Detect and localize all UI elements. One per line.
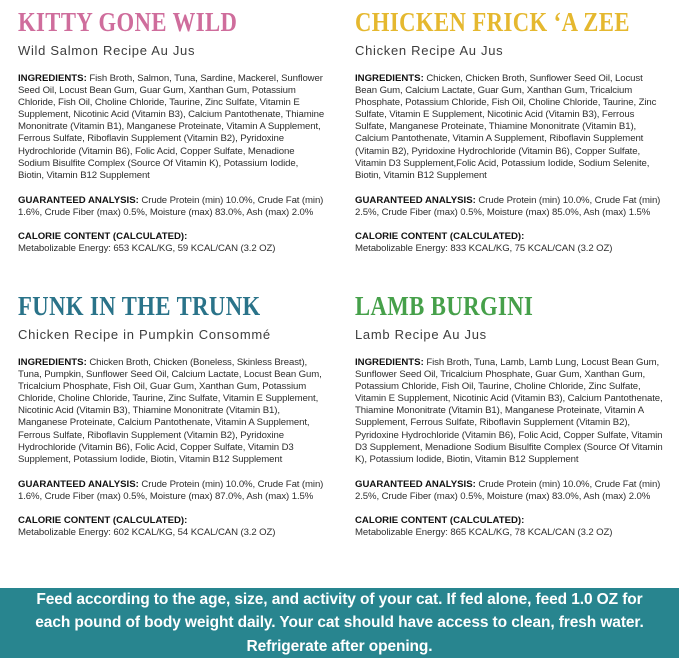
- product-title: KITTY GONE WILD: [18, 7, 238, 37]
- guaranteed-analysis-text: Crude Protein (min) 10.0%, Crude Fat (min) 1.6%, Crude Fiber (max) 0.5%, Moisture (max) 83.0%, Ash (max) 2.0%: [18, 194, 324, 218]
- ingredients-text: Chicken Broth, Chicken (Boneless, Skinless Breast), Tuna, Pumpkin, Sunflower Seed Oil, Calcium Lactate, Locust Bean Gum, Tricalcium Phosphate, Fish Oil, Guar Gum, Xanthan Gum, Potassium Chloride, Choline Chloride, Taurine, Zinc Sulfate, Vitamin E Supplement, Nicotinic Acid (Vitamin B3), Thiamine Mononitrate (Vitamin B1), Manganese Proteinate, Calcium Pantothenate, Vitamin A Supplement, Ferrous Sulfate, Riboflavin Supplement (Vitamin B2), Pyridoxine Hydrochloride (Vitamin B6), Folic Acid, Copper Sulfate, Vitamin D3 Supplement, Potassium Iodide, Biotin, Vitamin B12 Supplement: [18, 357, 322, 465]
- ingredients-paragraph: [18, 357, 330, 466]
- calorie-content-text: Metabolizable Energy: 602 KCAL/KG, 54 KCAL/CAN (3.2 OZ): [18, 527, 276, 539]
- product-title: CHICKEN FRICK ‘A ZEE: [355, 7, 630, 37]
- calorie-content-label: CALORIE CONTENT (CALCULATED):: [18, 515, 188, 527]
- calorie-content-paragraph: [18, 515, 330, 539]
- guaranteed-analysis-paragraph: [18, 479, 330, 503]
- product-subtitle: Chicken Recipe in Pumpkin Consommé: [18, 327, 271, 342]
- ingredients-paragraph: [355, 73, 667, 182]
- calorie-content-label: CALORIE CONTENT (CALCULATED):: [18, 231, 188, 243]
- guaranteed-analysis-paragraph: [18, 195, 330, 219]
- ingredients-text: Fish Broth, Tuna, Lamb, Lamb Lung, Locust Bean Gum, Sunflower Seed Oil, Tricalcium Phosphate, Guar Gum, Xanthan Gum, Potassium Chloride, Fish Oil, Taurine, Choline Chloride, Zinc Sulfate, Vitamin E Supplement, Nicotinic Acid (Vitamin B3), Calcium Pantothenate, Thiamine Mononitrate (Vitamin B1), Manganese Proteinate, Vitamin A Supplement, Ferrous Sulfate, Riboflavin Supplement (Vitamin B2), Pyridoxine Hydrochloride (Vitamin B6), Folic Acid, Copper Sulfate, Vitamin D3 Supplement, Menadione Sodium Bisulfite Complex (Source Of Vitamin K), Potassium Iodide, Biotin, Vitamin B12 Supplement: [355, 357, 663, 465]
- feeding-instructions-text: Feed according to the age, size, and activity of your cat. If fed alone, feed 1.0 OZ for each pound of body weight daily. Your cat should have access to clean, fresh water. Refrigerate after opening.: [35, 591, 644, 655]
- product-card-chicken-frick-a-zee: [355, 4, 667, 288]
- guaranteed-analysis-label: GUARANTEED ANALYSIS:: [355, 194, 476, 206]
- guaranteed-analysis-paragraph: [355, 195, 667, 219]
- calorie-content-paragraph: [355, 515, 667, 539]
- ingredients-label: INGREDIENTS:: [18, 73, 87, 84]
- product-card-kitty-gone-wild: [18, 4, 330, 288]
- ingredients-paragraph: [355, 357, 667, 466]
- calorie-content-label: CALORIE CONTENT (CALCULATED):: [355, 515, 525, 527]
- product-card-lamb-burgini: [355, 288, 667, 539]
- guaranteed-analysis-text: Crude Protein (min) 10.0%, Crude Fat (min) 1.6%, Crude Fiber (max) 0.5%, Moisture (max) 87.0%, Ash (max) 1.5%: [18, 478, 324, 502]
- ingredients-text: Fish Broth, Salmon, Tuna, Sardine, Mackerel, Sunflower Seed Oil, Locust Bean Gum, Guar Gum, Xanthan Gum, Potassium Chloride, Fish Oil, Choline Chloride, Taurine, Zinc Sulfate, Vitamin E Supplement, Nicotinic Acid (Vitamin B3), Calcium Pantothenate, Thiamine Mononitrate (Vitamin B1), Manganese Proteinate, Vitamin A Supplement, Ferrous Sulfate, Riboflavin Supplement (Vitamin B2), Pyridoxine Hydrochloride (Vitamin B6), Folic Acid, Copper Sulfate, Menadione Sodium Bisulfite Complex (Source Of Vitamin K), Potassium Iodide, Biotin, Vitamin B12 Supplement: [18, 73, 325, 181]
- guaranteed-analysis-label: GUARANTEED ANALYSIS:: [18, 194, 139, 206]
- product-card-funk-in-the-trunk: [18, 288, 330, 539]
- guaranteed-analysis-text: Crude Protein (min) 10.0%, Crude Fat (min) 2.5%, Crude Fiber (max) 0.5%, Moisture (max) 85.0%, Ash (max) 1.5%: [355, 194, 661, 218]
- guaranteed-analysis-text: Crude Protein (min) 10.0%, Crude Fat (min) 2.5%, Crude Fiber (max) 0.5%, Moisture (max) 83.0%, Ash (max) 2.0%: [355, 478, 661, 502]
- calorie-content-text: Metabolizable Energy: 833 KCAL/KG, 75 KCAL/CAN (3.2 OZ): [355, 243, 613, 255]
- guaranteed-analysis-paragraph: [355, 479, 667, 503]
- ingredients-label: INGREDIENTS:: [355, 73, 424, 84]
- calorie-content-paragraph: [355, 231, 667, 255]
- feeding-instructions-banner: [0, 588, 679, 658]
- product-title: FUNK IN THE TRUNK: [18, 291, 261, 321]
- guaranteed-analysis-label: GUARANTEED ANALYSIS:: [18, 478, 139, 490]
- ingredients-label: INGREDIENTS:: [18, 357, 87, 368]
- ingredients-label: INGREDIENTS:: [355, 357, 424, 368]
- calorie-content-text: Metabolizable Energy: 865 KCAL/KG, 78 KCAL/CAN (3.2 OZ): [355, 527, 613, 539]
- product-subtitle: Wild Salmon Recipe Au Jus: [18, 43, 196, 58]
- product-title: LAMB BURGINI: [355, 291, 534, 321]
- calorie-content-text: Metabolizable Energy: 653 KCAL/KG, 59 KCAL/CAN (3.2 OZ): [18, 243, 276, 255]
- guaranteed-analysis-label: GUARANTEED ANALYSIS:: [355, 478, 476, 490]
- product-subtitle: Lamb Recipe Au Jus: [355, 327, 487, 342]
- calorie-content-paragraph: [18, 231, 330, 255]
- ingredients-text: Chicken, Chicken Broth, Sunflower Seed Oil, Locust Bean Gum, Calcium Lactate, Guar Gum, Xanthan Gum, Tricalcium Phosphate, Potassium Chloride, Fish Oil, Choline Chloride, Taurine, Zinc Sulfate, Vitamin E Supplement, Nicotinic Acid (Vitamin B3), Ferrous Sulfate, Manganese Proteinate, Thiamine Mononitrate (Vitamin B1), Calcium Pantothenate, Vitamin A Supplement, Riboflavin Supplement (Vitamin B2), Pyridoxine Hydrochloride (Vitamin B6), Copper Sulfate, Vitamin D3 Supplement,Folic Acid, Potassium Iodide, Sodium Selenite, Biotin, Vitamin B12 Supplement: [355, 73, 657, 181]
- ingredients-paragraph: [18, 73, 330, 182]
- calorie-content-label: CALORIE CONTENT (CALCULATED):: [355, 231, 525, 243]
- product-subtitle: Chicken Recipe Au Jus: [355, 43, 504, 58]
